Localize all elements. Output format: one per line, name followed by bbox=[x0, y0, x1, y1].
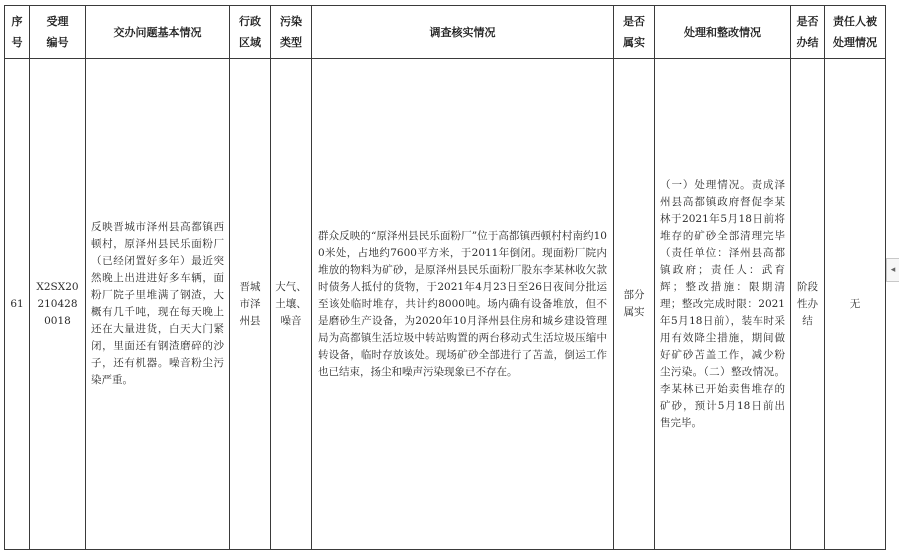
header-seq: 序号 bbox=[5, 6, 30, 59]
cell-pollution-type: 大气、土壤、噪音 bbox=[271, 59, 312, 550]
collapse-panel-handle[interactable] bbox=[886, 258, 899, 282]
cell-seq: 61 bbox=[5, 59, 30, 550]
header-accountability: 责任人被处理情况 bbox=[825, 6, 886, 59]
cell-case-id: X2SX20210428 0018 bbox=[30, 59, 86, 550]
header-region: 行政区域 bbox=[230, 6, 271, 59]
header-handling: 处理和整改情况 bbox=[655, 6, 791, 59]
chevron-left-icon: ◂ bbox=[890, 265, 896, 275]
header-verified: 是否属实 bbox=[614, 6, 655, 59]
cell-handling: （一）处理情况。责成泽州县高都镇政府督促李某林于2021年5月18日前将堆存的矿砂全部清理完毕（责任单位：泽州县高都镇政府；责任人：武育辉；整改措施：限期清理；整改完成时限：2021年5月18日前），装车时采用有效降尘措施，期间做好矿砂苫盖工作，减少粉尘污染。（二）整改情况。李某林已开始卖售堆存的矿砂，预计5月18日前出售完毕。 bbox=[655, 59, 791, 550]
header-closed: 是否办结 bbox=[791, 6, 825, 59]
cell-investigation: 群众反映的“原泽州县民乐面粉厂”位于高都镇西顿村村南约100米处，占地约7600平方米，于2011年倒闭。现面粉厂院内堆放的物料为矿砂，是原泽州县民乐面粉厂股东李某林收欠款时债务人抵付的货物，于2021年4月23日至26日夜间分批运至该处临时堆存，共计约8000吨。场内确有设备堆放，但不是磨砂生产设备，为2020年10月泽州县住房和城乡建设管理局为高都镇生活垃圾中转站购置的两台移动式生活垃圾压缩中转设备，临时存放该处。现场矿砂全部进行了苫盖，倒运工作也已结束，扬尘和噪声污染现象已不存在。 bbox=[312, 59, 614, 550]
document-page bbox=[4, 5, 885, 550]
table-row bbox=[5, 59, 886, 550]
cell-closed: 阶段性办结 bbox=[791, 59, 825, 550]
cell-verified: 部分属实 bbox=[614, 59, 655, 550]
header-row bbox=[5, 6, 886, 59]
header-investigation: 调查核实情况 bbox=[312, 6, 614, 59]
header-complaint: 交办问题基本情况 bbox=[86, 6, 230, 59]
cell-complaint: 反映晋城市泽州县高都镇西顿村，原泽州县民乐面粉厂（已经闭置好多年）最近突然晚上出进进好多车辆，面粉厂院子里堆满了钢渣，大概有几千吨，现在每天晚上还在大量进货，白天大门紧闭，里面还有钢渣磨碎的沙子，还有机器。噪音粉尘污染严重。 bbox=[86, 59, 230, 550]
header-case-id: 受理编号 bbox=[30, 6, 86, 59]
supervision-case-table bbox=[4, 5, 886, 550]
cell-region: 晋城市泽州县 bbox=[230, 59, 271, 550]
header-pollution-type: 污染类型 bbox=[271, 6, 312, 59]
cell-accountability: 无 bbox=[825, 59, 886, 550]
